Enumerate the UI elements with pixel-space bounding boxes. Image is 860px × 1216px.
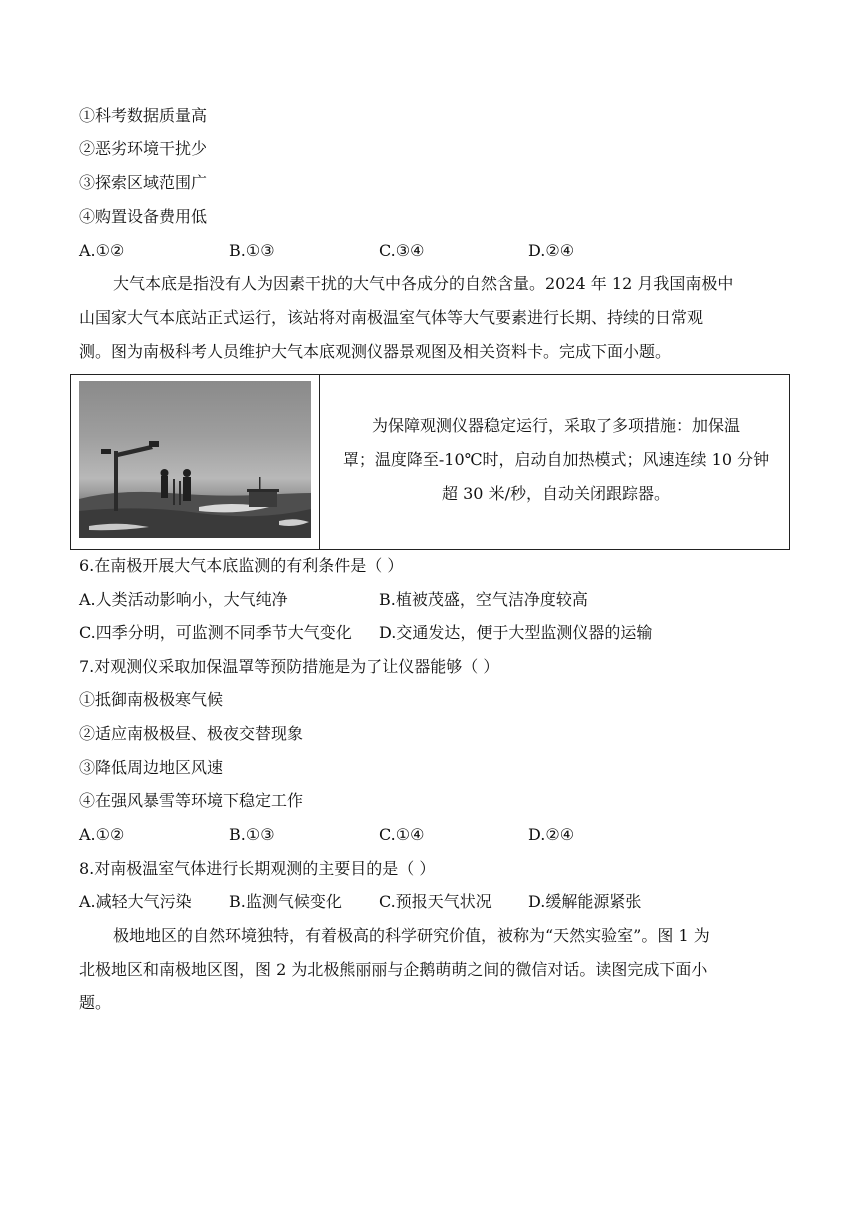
passage1-line-3: 测。图为南极科考人员维护大气本底观测仪器景观图及相关资料卡。完成下面小题。 [79,342,672,361]
q5-choice-c: C.③④ [379,241,425,260]
q5-option-1: ①科考数据质量高 [79,106,208,125]
q6-choice-a: A.人类活动影响小，大气纯净 [79,590,288,609]
info-card-line-2: 罩；温度降至-10℃时，启动自加热模式；风速连续 10 分钟 [342,450,770,469]
passage2-line-1: 极地地区的自然环境独特，有着极高的科学研究价值，被称为“天然实验室”。图 1 为 [113,926,710,945]
passage1-line-2: 山国家大气本底站正式运行，该站将对南极温室气体等大气要素进行长期、持续的日常观 [79,308,704,327]
q8-choice-b: B.监测气候变化 [229,892,342,911]
q8-choice-c: C.预报天气状况 [379,892,492,911]
q5-choice-a: A.①② [79,241,125,260]
info-card-line-1: 为保障观测仪器稳定运行，采取了多项措施：加保温 [371,416,740,435]
q6-choice-b: B.植被茂盛，空气洁净度较高 [379,590,588,609]
q5-option-4: ④购置设备费用低 [79,207,208,226]
q6-stem: 6.在南极开展大气本底监测的有利条件是（ ） [79,556,404,575]
q8-choice-d: D.缓解能源紧张 [528,892,642,911]
q7-option-3: ③降低周边地区风速 [79,758,224,777]
q5-option-2: ②恶劣环境干扰少 [79,139,208,158]
q7-option-4: ④在强风暴雪等环境下稳定工作 [79,791,304,810]
q8-stem: 8.对南极温室气体进行长期观测的主要目的是（ ） [79,859,436,878]
info-card [70,374,790,550]
q5-option-3: ③探索区域范围广 [79,173,208,192]
q7-option-1: ①抵御南极极寒气候 [79,690,224,709]
passage2-line-2: 北极地区和南极地区图，图 2 为北极熊丽丽与企鹅萌萌之间的微信对话。读图完成下面小 [79,960,708,979]
info-card-line-3: 超 30 米/秒，自动关闭跟踪器。 [442,484,670,503]
antarctic-station-photo [79,381,311,538]
q7-stem: 7.对观测仪采取加保温罩等预防措施是为了让仪器能够（ ） [79,657,500,676]
info-card-text [331,409,781,511]
q7-choice-b: B.①③ [229,825,275,844]
passage1-line-1: 大气本底是指没有人为因素干扰的大气中各成分的自然含量。2024 年 12 月我国南极中 [113,274,734,293]
q7-option-2: ②适应南极极昼、极夜交替现象 [79,724,304,743]
q5-choice-d: D.②④ [528,241,575,260]
q8-choice-a: A.减轻大气污染 [79,892,192,911]
q7-choice-c: C.①④ [379,825,425,844]
card-divider [319,375,320,549]
q6-choice-d: D.交通发达，便于大型监测仪器的运输 [379,623,653,642]
q7-choice-a: A.①② [79,825,125,844]
q6-choice-c: C.四季分明，可监测不同季节大气变化 [79,623,352,642]
q5-choice-b: B.①③ [229,241,275,260]
q7-choice-d: D.②④ [528,825,575,844]
passage2-line-3: 题。 [79,993,112,1012]
